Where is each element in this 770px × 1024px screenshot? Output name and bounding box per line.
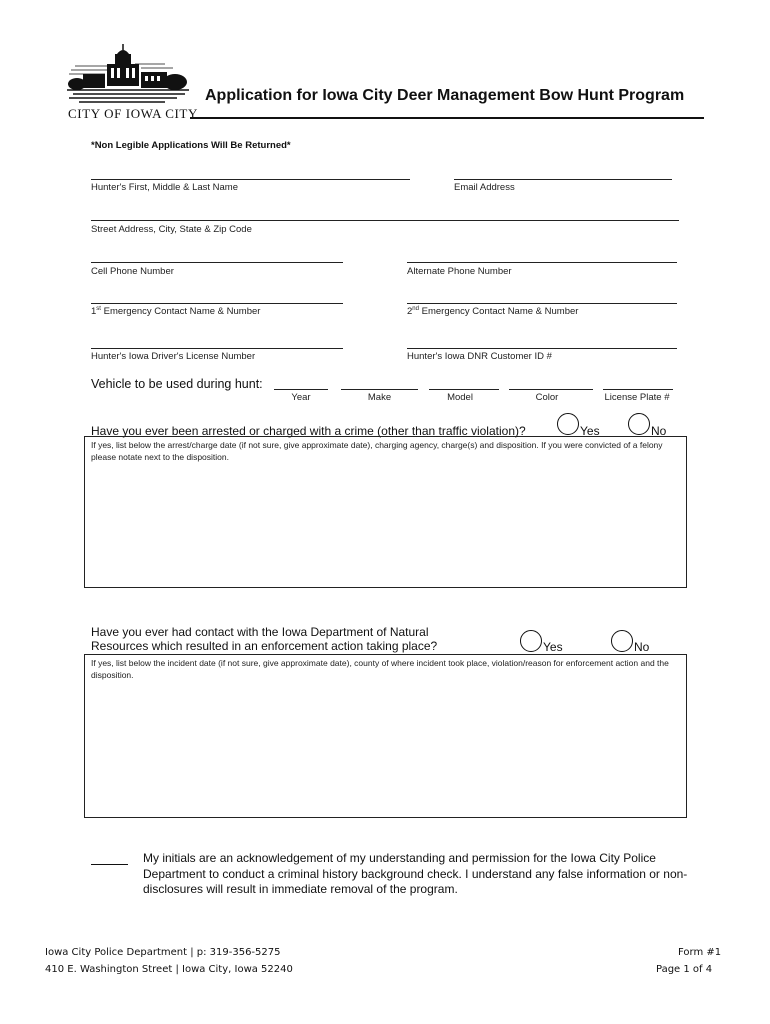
page-title: Application for Iowa City Deer Management Bow Hunt Program — [205, 87, 685, 104]
arrest-yes-label: Yes — [580, 424, 600, 438]
dnr-instructions: If yes, list below the incident date (if not sure, give approximate date), county of where incident took place, violation/reason for enforcement action and the disposition. — [91, 658, 669, 680]
dnr-id-label: Hunter's Iowa DNR Customer ID # — [407, 351, 552, 362]
arrest-no-radio[interactable] — [628, 413, 650, 435]
alternate-phone-label: Alternate Phone Number — [407, 266, 512, 277]
city-name: CITY OF IOWA CITY — [68, 106, 198, 121]
emergency-contact-1-label: 1st Emergency Contact Name & Number — [91, 305, 261, 317]
vehicle-model-field[interactable] — [429, 389, 499, 390]
arrest-no-label: No — [651, 424, 667, 438]
name-label: Hunter's First, Middle & Last Name — [91, 182, 238, 193]
vehicle-label: Vehicle to be used during hunt: — [91, 377, 263, 391]
footer-form-number: Form #1 — [678, 947, 722, 958]
legibility-notice: *Non Legible Applications Will Be Returned* — [91, 140, 291, 151]
email-label: Email Address — [454, 182, 515, 193]
cell-phone-label: Cell Phone Number — [91, 266, 174, 277]
vehicle-year-field[interactable] — [274, 389, 328, 390]
address-field[interactable] — [91, 220, 679, 221]
emergency-contact-1-field[interactable] — [91, 303, 343, 304]
address-label: Street Address, City, State & Zip Code — [91, 224, 252, 235]
vehicle-plate-label: License Plate # — [604, 392, 670, 403]
initials-field[interactable] — [91, 864, 128, 865]
drivers-license-label: Hunter's Iowa Driver's License Number — [91, 351, 256, 362]
vehicle-year-label: Year — [291, 392, 311, 403]
dnr-no-label: No — [634, 640, 650, 654]
vehicle-plate-field[interactable] — [603, 389, 673, 390]
dnr-yes-radio[interactable] — [520, 630, 542, 652]
title-rule — [190, 117, 704, 119]
dnr-id-field[interactable] — [407, 348, 677, 349]
vehicle-make-field[interactable] — [341, 389, 418, 390]
arrest-instructions: If yes, list below the arrest/charge date (if not sure, give approximate date), charging agency, charge(s) and disposition. If you were convicted of a felony please notate next to the disposition. — [91, 440, 663, 462]
cell-phone-field[interactable] — [91, 262, 343, 263]
vehicle-color-label: Color — [535, 392, 559, 403]
footer-page-number: Page 1 of 4 — [656, 964, 713, 975]
emergency-contact-2-field[interactable] — [407, 303, 677, 304]
vehicle-color-field[interactable] — [509, 389, 593, 390]
emergency-contact-2-label: 2nd Emergency Contact Name & Number — [407, 305, 579, 317]
dnr-no-radio[interactable] — [611, 630, 633, 652]
drivers-license-field[interactable] — [91, 348, 343, 349]
alternate-phone-field[interactable] — [407, 262, 677, 263]
dnr-question-line-1: Have you ever had contact with the Iowa Department of Natural — [91, 625, 429, 639]
arrest-yes-radio[interactable] — [557, 413, 579, 435]
email-field[interactable] — [454, 179, 672, 180]
vehicle-make-label: Make — [367, 392, 392, 403]
vehicle-model-label: Model — [447, 392, 473, 403]
arrest-question: Have you ever been arrested or charged with a crime (other than traffic violation)? — [91, 424, 526, 438]
acknowledgement-text: My initials are an acknowledgement of my understanding and permission for the Iowa City Police Department to conduct a criminal history background check. I understand any false information or non-disclosures will result in immediate removal of the program. — [143, 851, 688, 896]
dnr-yes-label: Yes — [543, 640, 563, 654]
footer-address: 410 E. Washington Street | Iowa City, Iowa 52240 — [45, 964, 293, 975]
footer-department: Iowa City Police Department | p: 319-356-5275 — [45, 947, 281, 958]
name-field[interactable] — [91, 179, 410, 180]
dnr-question-line-2: Resources which resulted in an enforcement action taking place? — [91, 639, 438, 653]
